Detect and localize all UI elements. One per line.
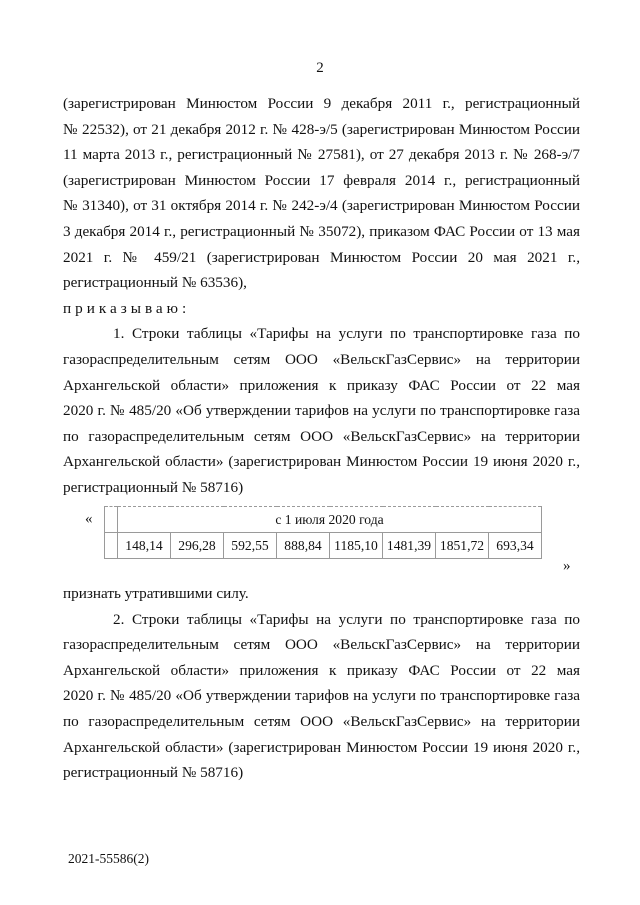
para1-line: (зарегистрирован Минюстом России 9 декабря 2011 г., регистрационный <box>63 95 580 112</box>
prikazyvayu-label: приказываю: <box>63 299 191 317</box>
item2-line: Архангельской области» приложения к приказу ФАС России от 22 мая <box>63 661 580 679</box>
table-cell-empty <box>105 507 118 533</box>
item2-line: по газораспределительным сетям ООО «ВельскГазСервис» на территории <box>63 712 580 730</box>
item2-line: газораспределительным сетям ООО «ВельскГазСервис» на территории <box>63 636 580 654</box>
table-cell-value: 888,84 <box>277 533 330 559</box>
open-quote: « <box>85 511 93 527</box>
item1-line: регистрационный № 58716) <box>63 478 244 496</box>
para1-line: 11 марта 2013 г., регистрационный № 27581), от 27 декабря 2013 г. № 268-э/7 <box>63 146 580 164</box>
table-row <box>105 533 542 559</box>
item2-line: Архангельской области» (зарегистрирован Минюстом России 19 июня 2020 г., <box>63 738 580 756</box>
table-cell-value: 592,55 <box>224 533 277 559</box>
item2-line: 2. Строки таблицы «Тарифы на услуги по транспортировке газа по <box>113 610 580 628</box>
body-text-top <box>63 91 580 501</box>
item1-line: газораспределительным сетям ООО «ВельскГазСервис» на территории <box>63 350 580 368</box>
table-header-row <box>105 507 542 533</box>
tariff-table <box>104 506 542 559</box>
tariff-table-block <box>63 506 580 586</box>
item1-line: по газораспределительным сетям ООО «ВельскГазСервис» на территории <box>63 427 580 445</box>
item2-line: 2020 г. № 485/20 «Об утверждении тарифов на услуги по транспортировке газа <box>63 687 580 705</box>
table-cell-value: 693,34 <box>489 533 542 559</box>
para1-line: (зарегистрирован Минюстом России 17 февраля 2014 г., регистрационный <box>63 171 580 189</box>
item1-line: Архангельской области» (зарегистрирован Минюстом России 19 июня 2020 г., <box>63 453 580 471</box>
item2-line: регистрационный № 58716) <box>63 764 244 782</box>
close-quote: » <box>563 558 571 574</box>
page-number: 2 <box>316 60 324 76</box>
table-cell-value: 1481,39 <box>383 533 436 559</box>
para1-line: регистрационный № 63536), <box>63 274 247 292</box>
table-header-date: с 1 июля 2020 года <box>118 507 542 533</box>
document-id: 2021-55586(2) <box>68 851 149 866</box>
para1-line: № 22532), от 21 декабря 2012 г. № 428-э/5 (зарегистрирован Минюстом России <box>63 120 580 138</box>
body-text-bottom <box>63 581 580 786</box>
item1-line: Архангельской области» приложения к приказу ФАС России от 22 мая <box>63 376 580 394</box>
para1-line: 2021 г. № 459/21 (зарегистрирован Минюстом России 20 мая 2021 г., <box>63 248 580 266</box>
table-cell-value: 1851,72 <box>436 533 489 559</box>
table-cell-value: 1185,10 <box>330 533 383 559</box>
table-cell-empty <box>105 533 118 559</box>
table-cell-value: 148,14 <box>118 533 171 559</box>
para1-line: 3 декабря 2014 г., регистрационный № 35072), приказом ФАС России от 13 мая <box>63 222 580 240</box>
item1-line: 2020 г. № 485/20 «Об утверждении тарифов на услуги по транспортировке газа <box>63 402 580 420</box>
item1-line: 1. Строки таблицы «Тарифы на услуги по транспортировке газа по <box>113 325 580 343</box>
recognize-invalid-text: признать утратившими силу. <box>63 585 249 602</box>
para1-line: № 31340), от 31 октября 2014 г. № 242-э/4 (зарегистрирован Минюстом России <box>63 197 580 215</box>
table-cell-value: 296,28 <box>171 533 224 559</box>
